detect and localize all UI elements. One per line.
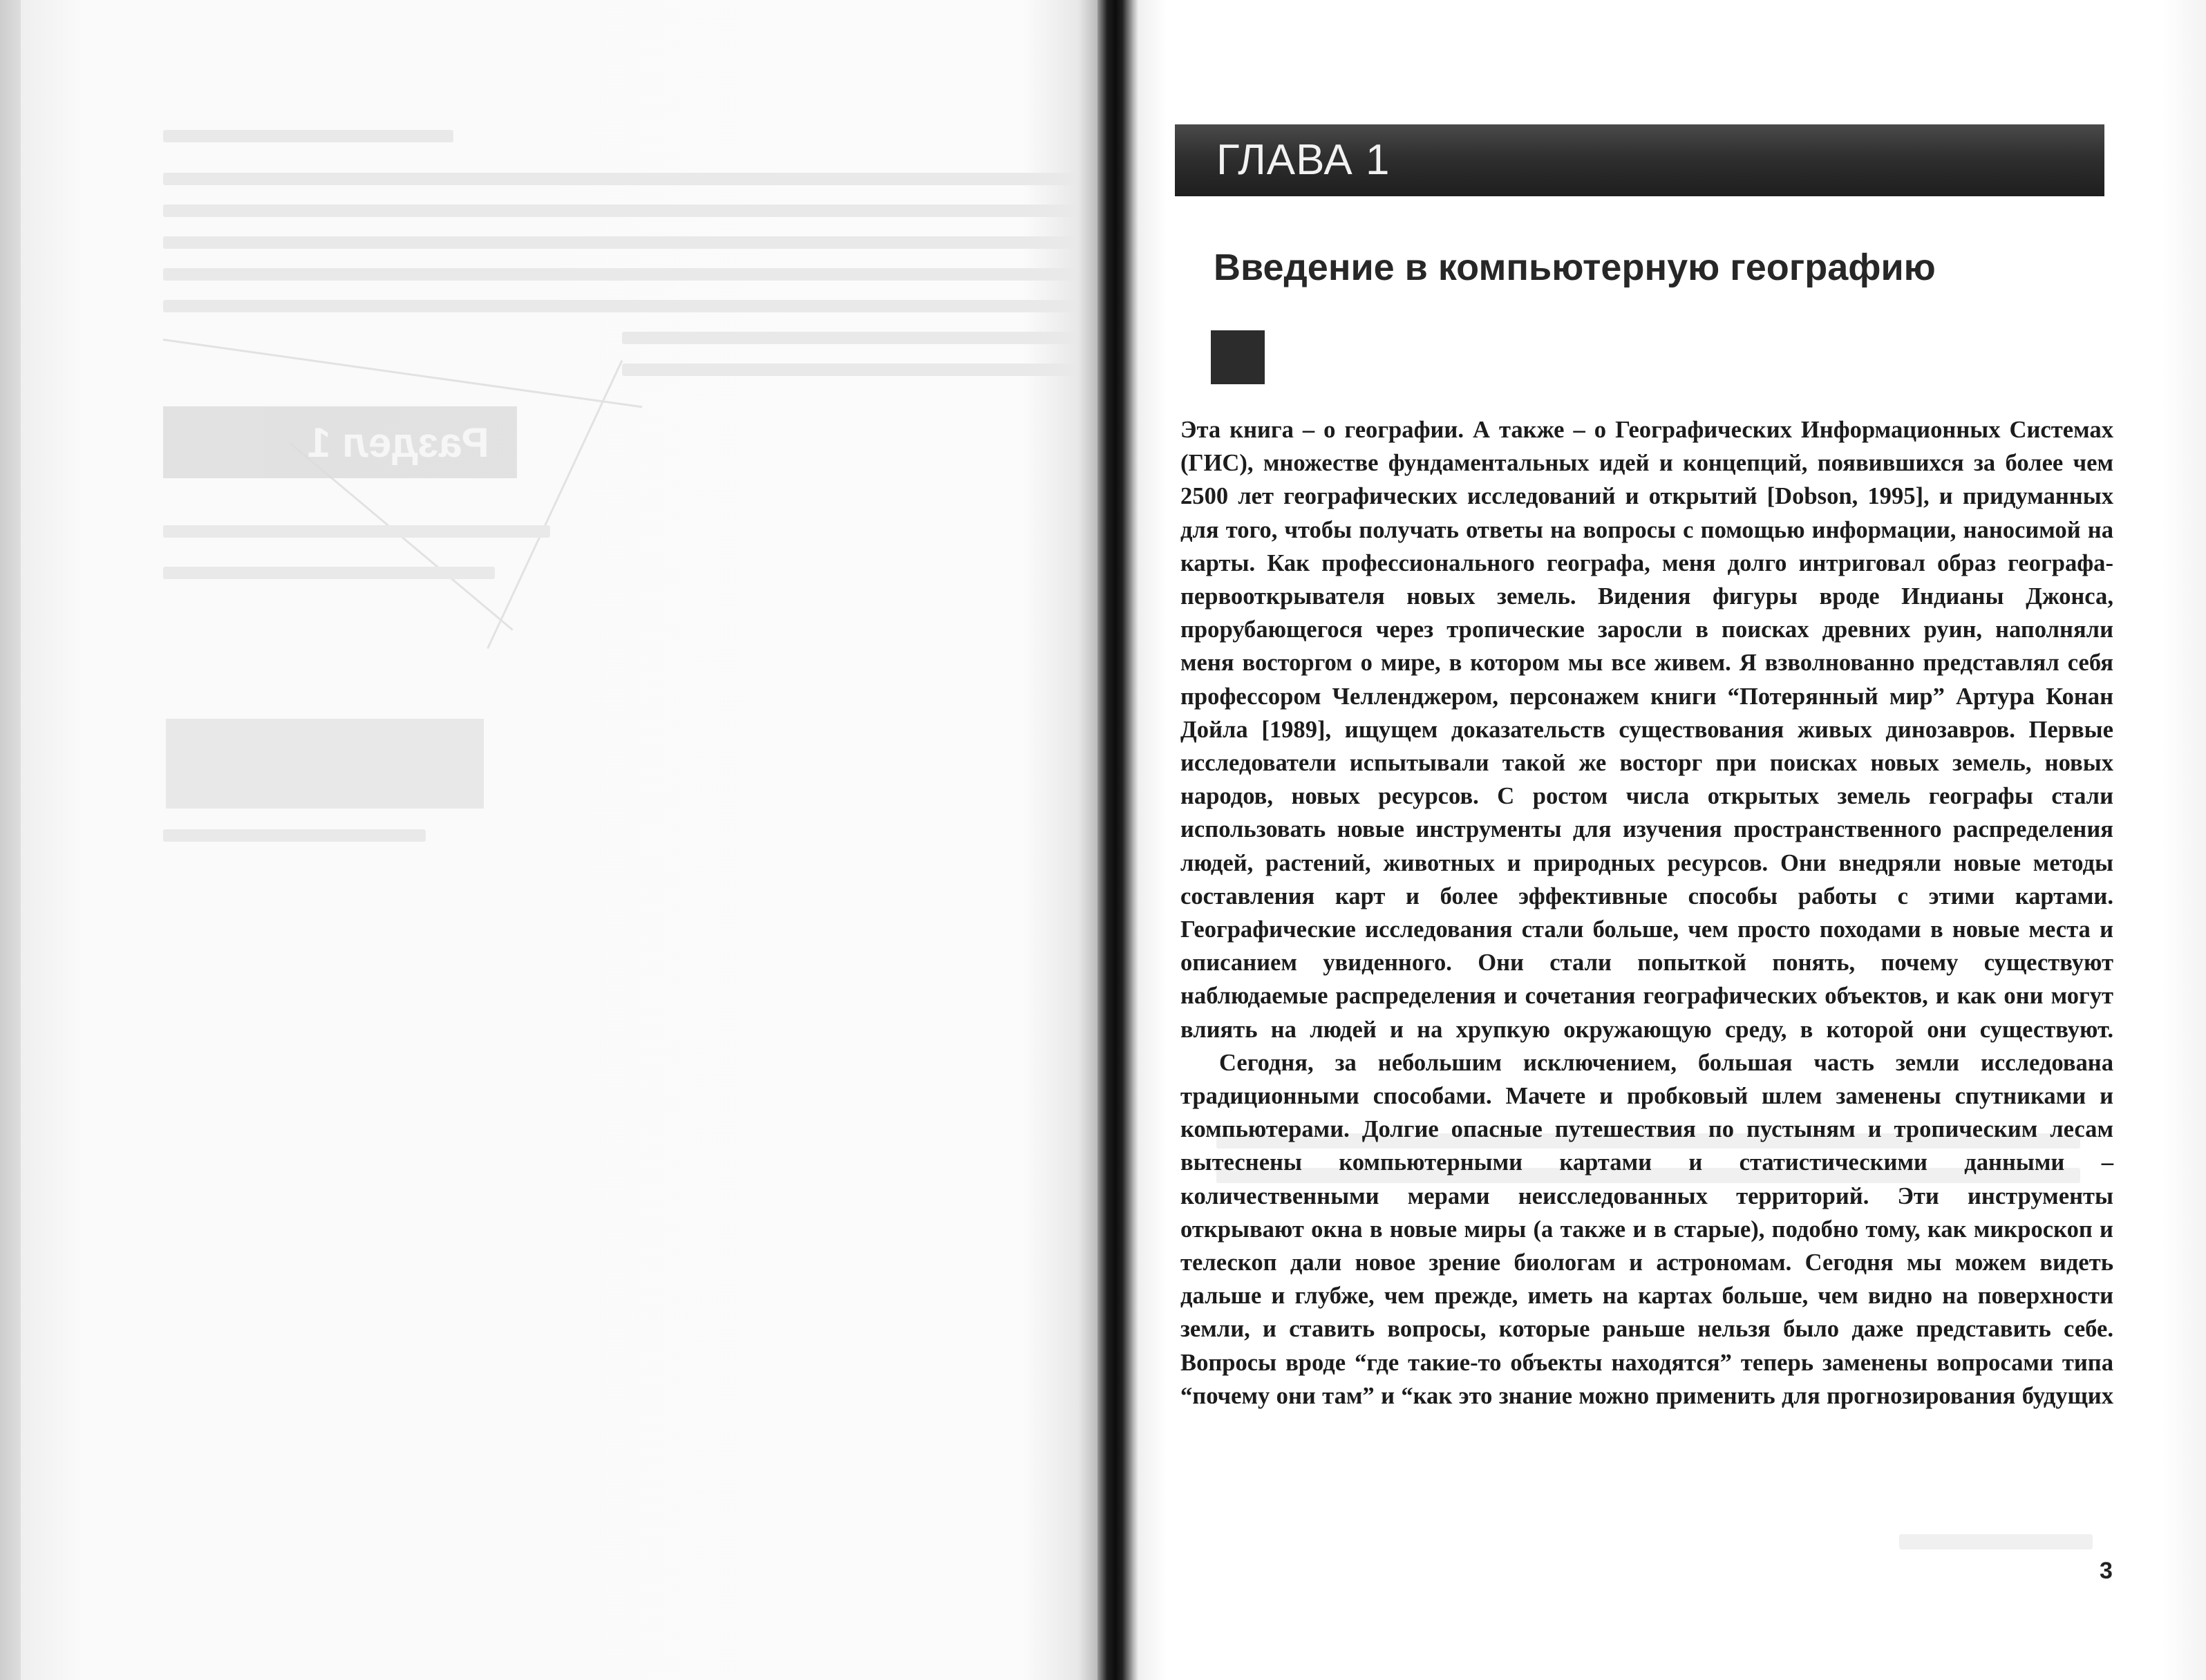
show-through-line	[163, 130, 453, 142]
book-spine-shadow	[1097, 0, 1139, 1680]
show-through-line	[163, 339, 643, 408]
body-text	[1180, 413, 2113, 1413]
chapter-title: Введение в компьютерную географию	[1214, 247, 1936, 288]
show-through-line	[163, 829, 426, 842]
decorative-square	[1211, 330, 1265, 384]
section-banner-show-through	[163, 406, 517, 478]
chapter-label: ГЛАВА 1	[1216, 136, 1390, 184]
page-number: 3	[2100, 1558, 2113, 1584]
show-through-line	[163, 300, 1075, 312]
show-through-line	[163, 268, 1075, 281]
show-through-box	[166, 719, 484, 809]
show-through-line	[163, 567, 495, 579]
section-banner-text: Раздел 1	[308, 419, 489, 466]
show-through-line	[622, 364, 1075, 376]
paragraph: Эта книга – о географии. А также – о Географических Информационных Системах (ГИС), множестве фундаментальных идей и концепций, появившихся за более чем 2500 лет географических исследований и открытий [Dobson, 1995], и придуманных для того, чтобы получать ответы на вопросы с помощью информации, наносимой на карты. Как профессионального географа, меня долго интриговал образ географа-первооткрывателя новых земель. Видения фигуры вроде Индианы Джонса, прорубающегося через тропические заросли в поисках древних руин, наполняли меня восторгом о мире, в котором мы все живем. Я взволнованно представлял себя профессором Челленджером, персонажем книги “Потерянный мир” Артура Конан Дойла [1989], ищущем доказательств существования живых динозавров. Первые исследователи испытывали такой же восторг при поисках новых земель, новых народов, новых ресурсов. С ростом числа открытых земель географы стали использовать новые инструменты для изучения пространственного распределения людей, растений, животных и природных ресурсов. Они внедряли новые методы составления карт и более эффективные способы работы с этими картами. Географические исследования стали больше, чем просто походами в новые места и описанием увиденного. Они стали попыткой понять, почему существуют наблюдаемые распределения и сочетания географических объектов, и как они могут влиять на людей и на хрупкую окружающую среду, в которой они существуют.	[1180, 417, 2113, 1043]
show-through-line	[622, 332, 1075, 344]
show-through-line	[163, 205, 1075, 217]
show-through-line	[1899, 1534, 2093, 1549]
paragraph: Сегодня, за небольшим исключением, большая часть земли исследована традиционными способами. Мачете и пробковый шлем заменены спутниками и компьютерами. Долгие опасные путешествия по пустыням и тропическим лесам вытеснены компьютерными картами и статистическими данными – количественными мерами неисследованных территорий. Эти инструменты открывают окна в новые миры (а также и в старые), подобно тому, как микроскоп и телескоп дали новое зрение биологам и астрономам. Сегодня мы можем видеть дальше и глубже, чем прежде, иметь на картах больше, чем видно на поверхности земли, и ставить вопросы, которые раньше нельзя было даже представить себе. Вопросы вроде “где такие-то объекты находятся” теперь заменены вопросами типа “почему они там” и “как это знание можно применить для прогнозирования будущих	[1180, 1049, 2113, 1409]
chapter-banner	[1175, 124, 2104, 196]
show-through-line	[163, 173, 1075, 185]
show-through-line	[163, 525, 550, 538]
show-through-line	[163, 236, 1075, 249]
show-through-line	[487, 360, 623, 649]
